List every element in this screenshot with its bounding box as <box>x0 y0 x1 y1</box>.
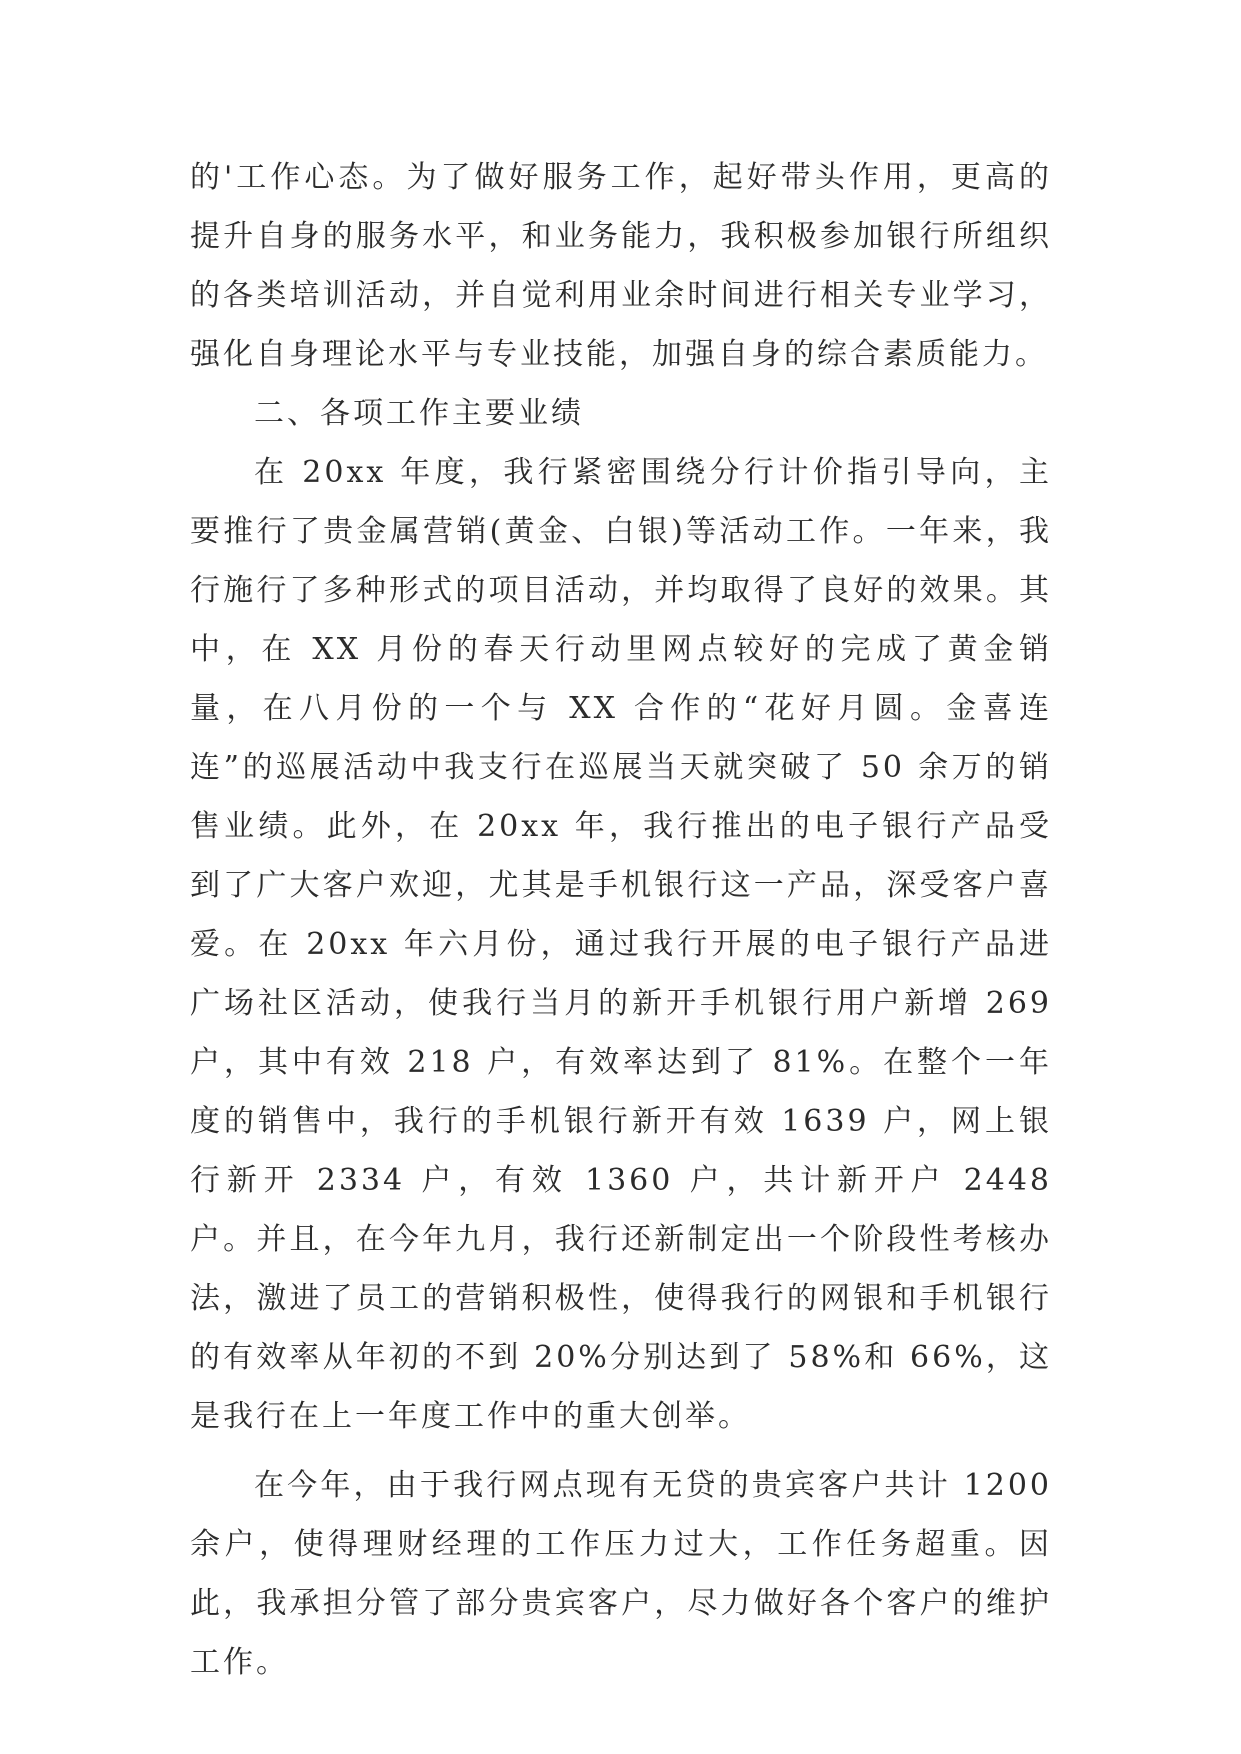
paragraph-continuation: 的'工作心态。为了做好服务工作，起好带头作用，更高的提升自身的服务水平，和业务能力，我积极参加银行所组织的各类培训活动，并自觉利用业余时间进行相关专业学习，强化自身理论水平与专业技能，加强自身的综合素质能力。 <box>190 160 1052 372</box>
paragraph-vip-clients: 在今年，由于我行网点现有无贷的贵宾客户共计 1200 余户，使得理财经理的工作压力过大，工作任务超重。因此，我承担分管了部分贵宾客户，尽力做好各个客户的维护工作。 <box>190 1468 1052 1680</box>
section-heading: 二、各项工作主要业绩 <box>254 396 584 431</box>
document-page <box>190 148 1052 1692</box>
paragraph-achievements: 在 20xx 年度，我行紧密围绕分行计价指引导向，主要推行了贵金属营销(黄金、白银)等活动工作。一年来，我行施行了多种形式的项目活动，并均取得了良好的效果。其中，在 XX 月份的春天行动里网点较好的完成了黄金销量，在八月份的一个与 XX 合作的“花好月圆。金喜连连”的巡展活动中我支行在巡展当天就突破了 50 余万的销售业绩。此外，在 20xx 年，我行推出的电子银行产品受到了广大客户欢迎，尤其是手机银行这一产品，深受客户喜爱。在 20xx 年六月份，通过我行开展的电子银行产品进广场社区活动，使我行当月的新开手机银行用户新增 269 户，其中有效 218 户，有效率达到了 81%。在整个一年度的销售中，我行的手机银行新开有效 1639 户，网上银行新开 2334 户，有效 1360 户，共计新开户 2448 户。并且，在今年九月，我行还新制定出一个阶段性考核办法，激进了员工的营销积极性，使得我行的网银和手机银行的有效率从年初的不到 20%分别达到了 58%和 66%，这是我行在上一年度工作中的重大创举。 <box>190 455 1052 1434</box>
